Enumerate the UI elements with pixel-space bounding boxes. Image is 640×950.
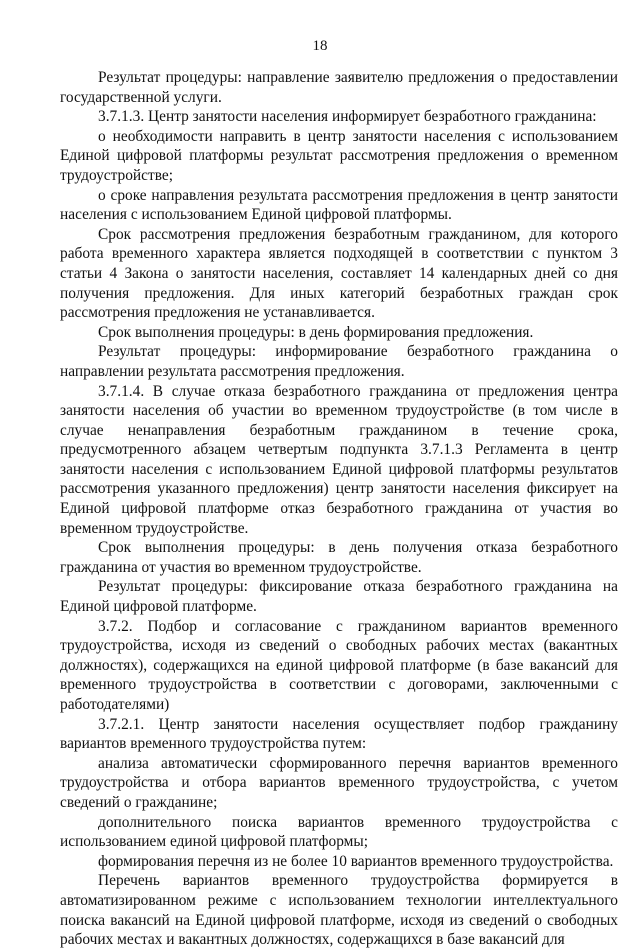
document-body — [60, 68, 618, 950]
paragraph: 3.7.2.1. Центр занятости населения осуществляет подбор гражданину вариантов временного трудоустройства путем: — [60, 715, 618, 753]
paragraph: о необходимости направить в центр занятости населения с использованием Единой цифровой платформы результат рассмотрения предложения о временном трудоустройстве; — [60, 127, 618, 184]
paragraph: Срок рассмотрения предложения безработным гражданином, для которого работа временного характера является подходящей в соответствии с пунктом 3 статьи 4 Закона о занятости населения, составляет 14 календарных дней со дня получения предложения. Для иных категорий безработных граждан срок рассмотрения предложения не устанавливается. — [60, 225, 618, 322]
paragraph: формирования перечня из не более 10 вариантов временного трудоустройства. — [98, 852, 614, 870]
paragraph: Перечень вариантов временного трудоустройства формируется в автоматизированном режиме с использованием технологии интеллектуального поиска вакансий на Единой цифровой платформе, исходя из сведений о свободных рабочих местах и вакантных должностях, содержащихся в базе вакансий для — [60, 872, 618, 949]
paragraph: 3.7.1.3. Центр занятости населения информирует безработного гражданина: — [98, 108, 597, 126]
paragraph: Результат процедуры: фиксирование отказа безработного гражданина на Единой цифровой платформе. — [60, 578, 618, 616]
paragraph: 3.7.2. Подбор и согласование с гражданином вариантов временного трудоустройства, исходя из сведений о свободных рабочих местах (вакантных должностях), содержащихся на единой цифровой платформе (в базе вакансий для временного трудоустройства в соответствии с договорами, заключенными с работодателями) — [60, 617, 618, 713]
paragraph: анализа автоматически сформированного перечня вариантов временного трудоустройства и отбора вариантов временного трудоустройства, с учетом сведений о гражданине; — [60, 754, 618, 811]
paragraph: Результат процедуры: направление заявителю предложения о предоставлении государственной услуги. — [60, 69, 618, 106]
paragraph: дополнительного поиска вариантов временного трудоустройства с использованием единой цифровой платформы; — [60, 813, 618, 851]
paragraph: Срок выполнения процедуры: в день получения отказа безработного гражданина от участия во временном трудоустройстве. — [60, 539, 618, 576]
paragraph: Срок выполнения процедуры: в день формирования предложения. — [98, 323, 534, 341]
page-number: 18 — [312, 38, 328, 54]
paragraph: 3.7.1.4. В случае отказа безработного гражданина от предложения центра занятости населения об участии во временном трудоустройстве (в том числе в случае ненаправления безработным гражданином в течение срока, предусмотренного абзацем четвертым подпункта 3.7.1.3 Регламента в центр занятости населения с использованием Единой цифровой платформы результатов рассмотрения указанного предложения) центр занятости населения фиксирует на Единой цифровой платформе отказ безработного гражданина от участия во временном трудоустройстве. — [60, 382, 618, 537]
paragraph: Результат процедуры: информирование безработного гражданина о направлении результата рассмотрения предложения. — [60, 343, 618, 380]
paragraph: о сроке направления результата рассмотрения предложения в центр занятости населения с использованием Единой цифровой платформы. — [60, 186, 618, 224]
